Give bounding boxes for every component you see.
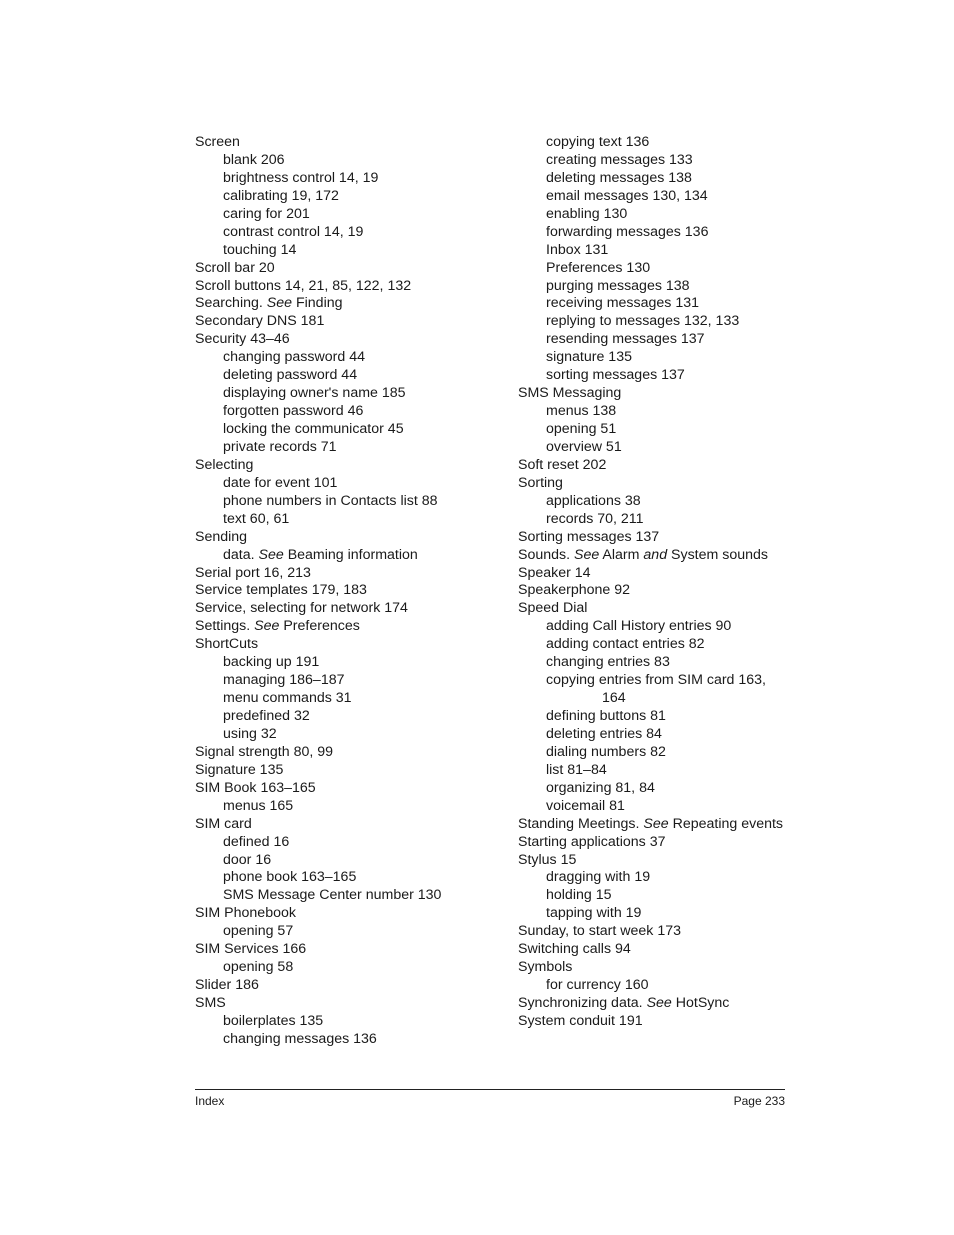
entry-text: Stylus 15: [518, 851, 577, 868]
index-entry: [518, 834, 788, 852]
index-subentry: [518, 905, 788, 923]
index-subentry: [195, 224, 505, 242]
entry-text: Sending: [195, 528, 248, 545]
entry-text: Preferences: [279, 618, 360, 635]
entry-text: receiving messages 131: [546, 295, 699, 312]
entry-text: Service, selecting for network 174: [195, 600, 408, 617]
index-entry: [195, 905, 505, 923]
entry-text: replying to messages 132, 133: [546, 313, 740, 330]
index-subentry: [518, 780, 788, 798]
entry-text: phone book 163–165: [223, 869, 357, 886]
entry-text: Secondary DNS 181: [195, 313, 325, 330]
entry-text: SIM card: [195, 815, 252, 832]
index-entry: [195, 260, 505, 278]
entry-text: Speakerphone 92: [518, 582, 631, 599]
entry-text: boilerplates 135: [223, 1012, 324, 1029]
entry-text: changing entries 83: [546, 654, 670, 671]
entry-text: opening 58: [223, 959, 294, 976]
index-entry: [518, 923, 788, 941]
entry-text: Signal strength 80, 99: [195, 743, 334, 760]
entry-text: managing 186–187: [223, 672, 345, 689]
index-subentry: [195, 170, 505, 188]
index-subentry: [518, 511, 788, 529]
cross-reference-term: See: [254, 618, 280, 635]
entry-text: HotSync: [671, 995, 730, 1011]
index-entry: [518, 565, 788, 583]
index-entry: [195, 977, 505, 995]
cross-reference-term: See: [258, 546, 284, 563]
index-subentry: [518, 421, 788, 439]
index-column-left: [195, 134, 505, 1049]
entry-text: Soft reset 202: [518, 456, 607, 473]
entry-text: Sorting messages 137: [518, 528, 660, 545]
index-entry: [195, 295, 505, 313]
index-subentry: [518, 726, 788, 744]
index-entry: [518, 385, 788, 403]
entry-text: SIM Services 166: [195, 941, 307, 958]
entry-text: forwarding messages 136: [546, 223, 709, 240]
entry-text: menu commands 31: [223, 690, 352, 707]
index-subentry: [518, 439, 788, 457]
entry-text: brightness control 14, 19: [223, 169, 379, 186]
entry-text: changing messages 136: [223, 1030, 377, 1047]
cross-reference-term: and: [643, 546, 668, 563]
cross-reference-term: See: [266, 295, 293, 312]
index-subentry: [195, 188, 505, 206]
entry-text: Finding: [292, 295, 343, 312]
entry-text: deleting entries 84: [546, 725, 662, 742]
index-entry: [518, 582, 788, 600]
index-subentry: [518, 313, 788, 331]
entry-text: Sorting: [518, 474, 563, 491]
entry-text: Inbox 131: [546, 241, 609, 258]
entry-text: forgotten password 46: [223, 403, 364, 420]
entry-text: caring for 201: [223, 205, 310, 222]
entry-text: contrast control 14, 19: [223, 223, 364, 240]
index-subentry: [518, 636, 788, 654]
entry-text: System sounds: [667, 546, 769, 563]
entry-text: SMS: [195, 995, 226, 1011]
entry-text: enabling 130: [546, 205, 628, 222]
index-subentry: [518, 206, 788, 224]
entry-text: adding Call History entries 90: [546, 618, 732, 635]
index-subentry: [518, 869, 788, 887]
entry-text: menus 165: [223, 797, 294, 814]
entry-text: Sounds.: [518, 546, 575, 563]
index-subentry: [195, 385, 505, 403]
entry-text: resending messages 137: [546, 331, 705, 348]
index-subentry: [195, 959, 505, 977]
index-entry: [518, 457, 788, 475]
index-subentry: [518, 493, 788, 511]
index-subentry: [518, 224, 788, 242]
index-subentry: [195, 708, 505, 726]
entry-text: copying text 136: [546, 134, 650, 150]
index-entry: [518, 475, 788, 493]
index-entry: [195, 457, 505, 475]
entry-text: Repeating events: [668, 815, 784, 832]
entry-text: holding 15: [546, 887, 612, 904]
index-subentry: [195, 726, 505, 744]
index-subentry: [195, 1013, 505, 1031]
index-subentry: [195, 511, 505, 529]
index-subentry: [195, 923, 505, 941]
entry-text: Alarm: [599, 546, 644, 563]
index-subentry: [195, 349, 505, 367]
entry-text: locking the communicator 45: [223, 421, 404, 437]
cross-reference-term: See: [574, 546, 600, 563]
index-subentry: [518, 278, 788, 296]
entry-text: Signature 135: [195, 761, 284, 778]
entry-text: dragging with 19: [546, 869, 651, 886]
footer-page-number: Page 233: [733, 1094, 785, 1108]
entry-text: Speaker 14: [518, 564, 591, 581]
entry-text: creating messages 133: [546, 151, 693, 168]
entry-text: Searching.: [195, 295, 267, 312]
entry-text: defined 16: [223, 833, 290, 850]
entry-text: Starting applications 37: [518, 833, 666, 850]
entry-text: signature 135: [546, 349, 632, 366]
index-subentry: [518, 134, 788, 152]
entry-text: sorting messages 137: [546, 367, 685, 384]
entry-text: Serial port 16, 213: [195, 564, 311, 581]
index-entry: [518, 941, 788, 959]
entry-text: dialing numbers 82: [546, 743, 666, 760]
entry-text: deleting messages 138: [546, 169, 692, 186]
entry-text: email messages 130, 134: [546, 187, 708, 204]
entry-text: Screen: [195, 134, 240, 150]
entry-text: blank 206: [223, 151, 285, 168]
index-entry: [195, 744, 505, 762]
index-subentry: [518, 331, 788, 349]
entry-text: applications 38: [546, 492, 641, 509]
entry-text: door 16: [223, 851, 272, 868]
index-entry: [518, 1013, 788, 1031]
index-subentry: [195, 869, 505, 887]
index-entry: [195, 582, 505, 600]
index-subentry: [518, 188, 788, 206]
index-entry: [195, 565, 505, 583]
entry-text: records 70, 211: [546, 510, 644, 527]
index-subentry: [195, 852, 505, 870]
index-entry: [518, 995, 788, 1013]
entry-text: Preferences 130: [546, 259, 651, 276]
index-entry: [518, 816, 788, 834]
entry-text: data.: [223, 546, 259, 563]
index-subentry: [518, 242, 788, 260]
index-subentry: [518, 403, 788, 421]
footer-divider: [195, 1089, 785, 1090]
footer-section-label: Index: [195, 1094, 225, 1108]
index-subentry: [195, 654, 505, 672]
entry-text: adding contact entries 82: [546, 636, 705, 653]
index-subentry: [518, 618, 788, 636]
index-entry: [195, 618, 505, 636]
entry-text: calibrating 19, 172: [223, 187, 339, 204]
entry-text: phone numbers in Contacts list 88: [223, 492, 438, 509]
index-subentry: [518, 744, 788, 762]
index-subentry: [518, 170, 788, 188]
index-entry: [518, 547, 788, 565]
entry-text: organizing 81, 84: [546, 779, 655, 796]
index-subentry: [518, 708, 788, 726]
entry-text: purging messages 138: [546, 277, 690, 294]
index-entry: [195, 134, 505, 152]
index-subentry: [195, 493, 505, 511]
index-subentry: [195, 798, 505, 816]
index-subentry: [195, 475, 505, 493]
entry-text: deleting password 44: [223, 367, 358, 384]
entry-text: for currency 160: [546, 977, 649, 994]
entry-text: overview 51: [546, 438, 622, 455]
index-entry: [518, 529, 788, 547]
index-entry: [195, 313, 505, 331]
index-entry: [195, 278, 505, 296]
entry-text: Sunday, to start week 173: [518, 923, 681, 940]
index-entry: [195, 331, 505, 349]
cross-reference-term: See: [643, 815, 669, 832]
index-subentry: [195, 206, 505, 224]
entry-text: ShortCuts: [195, 636, 259, 653]
index-subentry: [518, 349, 788, 367]
entry-text: text 60, 61: [223, 510, 290, 527]
entry-text: Beaming information: [283, 546, 418, 563]
index-subentry: [518, 672, 788, 690]
index-subentry: [195, 367, 505, 385]
entry-text: private records 71: [223, 438, 337, 455]
entry-text: voicemail 81: [546, 797, 625, 814]
index-subentry: [195, 421, 505, 439]
index-entry: [195, 636, 505, 654]
index-subentry: [518, 798, 788, 816]
entry-text: touching 14: [223, 241, 297, 258]
entry-text: Speed Dial: [518, 600, 588, 617]
index-subentry: [195, 690, 505, 708]
entry-text: changing password 44: [223, 349, 365, 366]
index-subentry: [518, 977, 788, 995]
entry-text: Switching calls 94: [518, 941, 631, 958]
entry-text: Service templates 179, 183: [195, 582, 367, 599]
entry-text: SIM Book 163–165: [195, 779, 316, 796]
index-subentry: [518, 152, 788, 170]
entry-text: System conduit 191: [518, 1012, 643, 1029]
entry-text: copying entries from SIM card 163,: [546, 672, 767, 689]
entry-text: date for event 101: [223, 474, 338, 491]
entry-text: backing up 191: [223, 654, 320, 671]
index-subentry: [195, 403, 505, 421]
entry-text: SIM Phonebook: [195, 905, 296, 922]
entry-text: opening 51: [546, 421, 617, 437]
entry-text: Scroll bar 20: [195, 259, 275, 276]
index-subentry: [195, 887, 505, 905]
entry-text: SMS Message Center number 130: [223, 887, 442, 904]
index-subentry: [195, 242, 505, 260]
entry-text: Symbols: [518, 959, 573, 976]
entry-text: defining buttons 81: [546, 708, 666, 724]
index-entry: [195, 529, 505, 547]
index-subentry: [518, 690, 788, 708]
entry-text: predefined 32: [223, 708, 310, 724]
entry-text: Security 43–46: [195, 331, 290, 348]
cross-reference-term: See: [646, 995, 672, 1011]
index-subentry: [195, 672, 505, 690]
index-entry: [518, 959, 788, 977]
index-subentry: [195, 834, 505, 852]
index-subentry: [518, 295, 788, 313]
index-subentry: [518, 260, 788, 278]
entry-text: using 32: [223, 725, 277, 742]
entry-text: opening 57: [223, 923, 294, 940]
index-entry: [195, 762, 505, 780]
entry-text: displaying owner's name 185: [223, 385, 406, 402]
index-entry: [518, 600, 788, 618]
entry-text: Selecting: [195, 456, 254, 473]
index-column-right: [518, 134, 788, 1031]
entry-text: Standing Meetings.: [518, 815, 644, 832]
index-subentry: [518, 887, 788, 905]
entry-text: tapping with 19: [546, 905, 642, 922]
entry-text: Slider 186: [195, 977, 259, 994]
index-entry: [195, 941, 505, 959]
index-subentry: [195, 439, 505, 457]
entry-text: SMS Messaging: [518, 385, 622, 402]
index-entry: [195, 780, 505, 798]
index-entry: [195, 600, 505, 618]
index-entry: [195, 816, 505, 834]
index-subentry: [195, 1031, 505, 1049]
entry-text: Synchronizing data.: [518, 995, 647, 1011]
entry-text: Scroll buttons 14, 21, 85, 122, 132: [195, 277, 412, 294]
index-subentry: [518, 367, 788, 385]
index-subentry: [518, 654, 788, 672]
entry-text: Settings.: [195, 618, 255, 635]
index-subentry: [518, 762, 788, 780]
entry-text: menus 138: [546, 403, 617, 420]
index-subentry: [195, 152, 505, 170]
entry-text: list 81–84: [546, 761, 607, 778]
index-entry: [195, 995, 505, 1013]
index-subentry: [195, 547, 505, 565]
index-entry: [518, 852, 788, 870]
entry-text: 164: [602, 690, 626, 707]
